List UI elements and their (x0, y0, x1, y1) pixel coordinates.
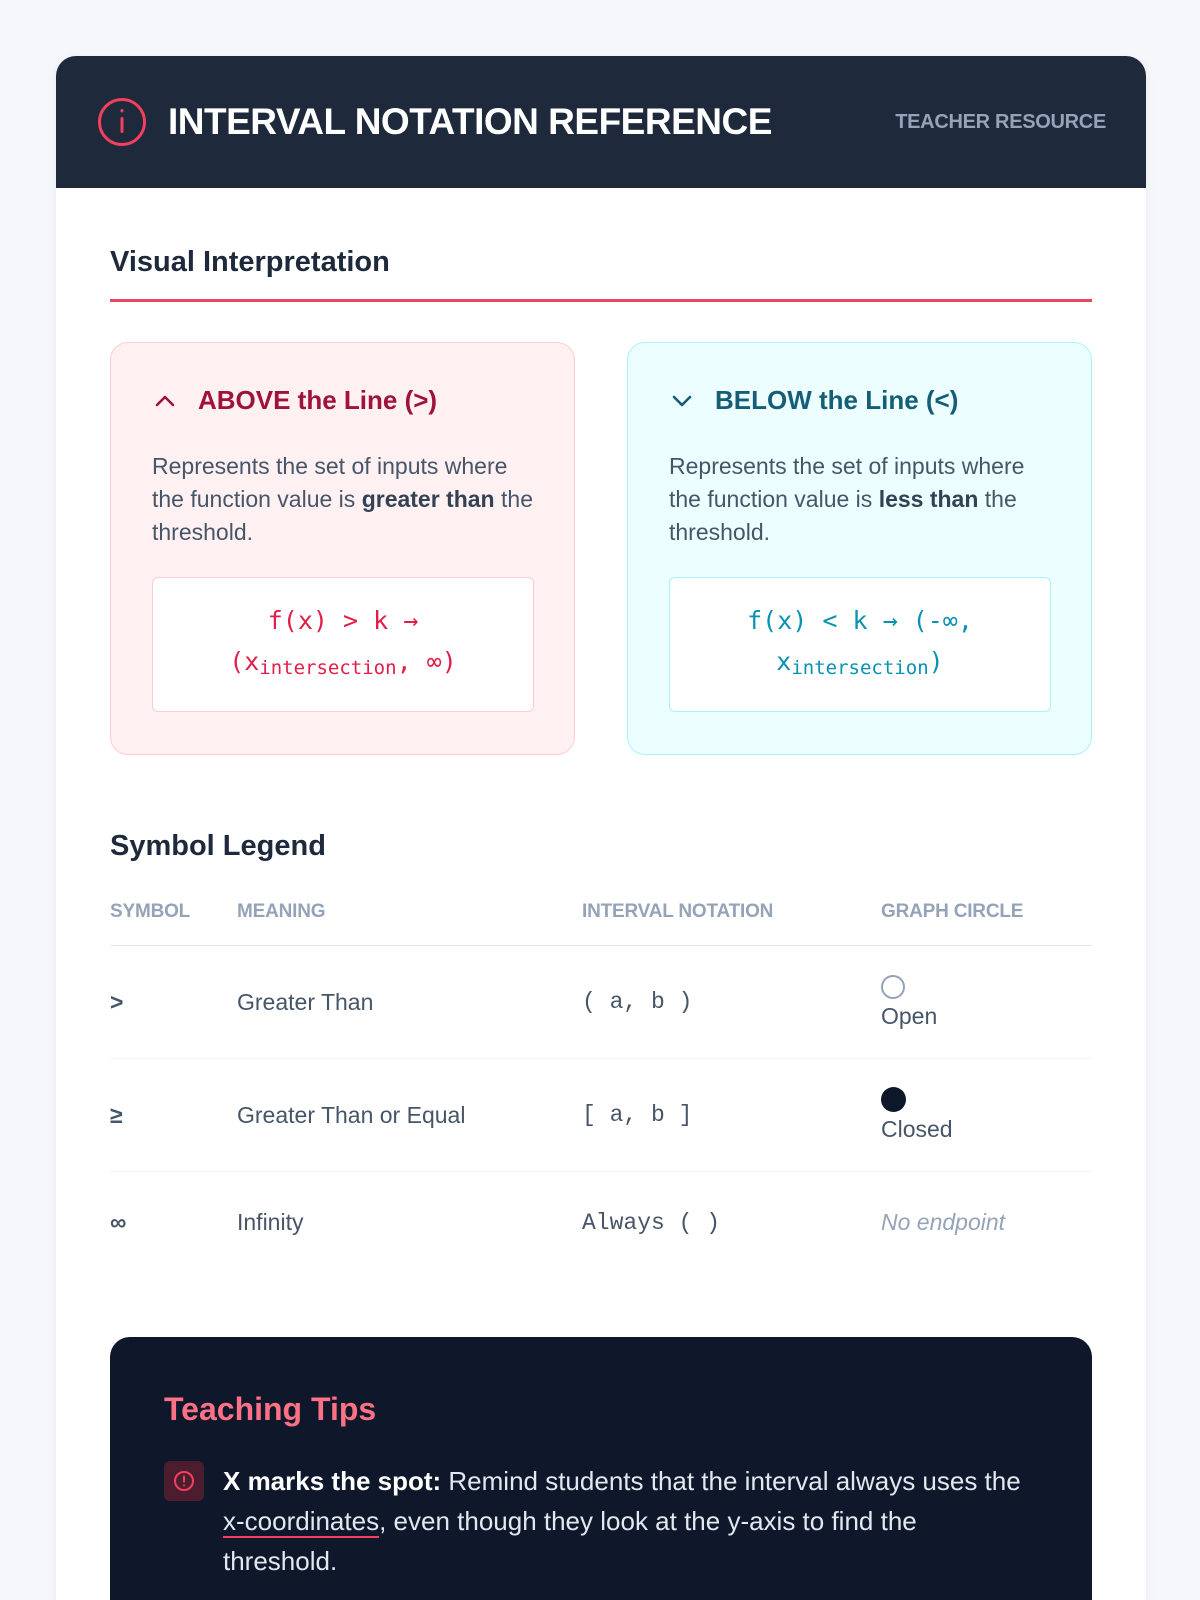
below-formula-line2 (776, 641, 943, 689)
graph-circle-cell (881, 1172, 1092, 1274)
meaning-cell: Greater Than or Equal (237, 1059, 582, 1172)
column-header-meaning: MEANING (237, 901, 582, 946)
above-description (152, 450, 534, 549)
resource-badge: TEACHER RESOURCE (895, 110, 1106, 133)
tip-underlined-term: x-coordinates (223, 1505, 380, 1536)
graph-circle-cell (881, 946, 1092, 1059)
column-header-interval: INTERVAL NOTATION (582, 901, 881, 946)
below-heading-label: BELOW the Line (<) (715, 385, 959, 415)
column-header-symbol: SYMBOL (110, 901, 237, 946)
above-formula (152, 577, 534, 712)
interval-cell: ( a, b ) (582, 946, 881, 1059)
above-heading-label: ABOVE the Line (>) (198, 385, 438, 415)
reference-card (56, 56, 1146, 1600)
visual-section-title: Visual Interpretation (110, 246, 1092, 302)
above-formula-close: , ∞) (396, 647, 457, 676)
tip-item (164, 1461, 1038, 1581)
circle-label: No endpoint (881, 1209, 1006, 1236)
tip-text-end: , even though they look at the y-axis to find the threshold. (223, 1505, 917, 1576)
above-formula-open: (x (229, 647, 260, 676)
below-desc-text: Represents the set of inputs where the function value is (669, 453, 1025, 512)
circle-label: Open (881, 1002, 938, 1029)
table-row (110, 1059, 1092, 1172)
above-formula-line2 (229, 641, 457, 689)
above-formula-line1: f(x) > k → (267, 606, 419, 635)
graph-circle-cell (881, 1059, 1092, 1172)
circle-label: Closed (881, 1116, 953, 1142)
meaning-cell: Infinity (237, 1209, 304, 1236)
interval-cell: Always ( ) (582, 1209, 721, 1236)
closed-circle-icon (881, 1087, 906, 1112)
above-desc-end: the threshold. (152, 486, 533, 545)
above-heading (152, 385, 534, 416)
tip-text (223, 1461, 1038, 1581)
symbol-cell: ≥ (110, 1059, 237, 1172)
above-line-box (110, 342, 575, 755)
below-formula-close: ) (928, 647, 944, 676)
chevron-down-icon (669, 388, 695, 414)
symbol-cell: > (110, 946, 237, 1059)
below-formula-open: x (776, 647, 792, 676)
symbol-legend-table (110, 901, 1092, 1274)
chevron-up-icon (152, 388, 178, 414)
alert-circle-icon (164, 1461, 204, 1501)
info-circle-icon (98, 98, 146, 146)
legend-section-title: Symbol Legend (110, 830, 326, 862)
open-circle-icon (881, 975, 905, 999)
page-title: INTERVAL NOTATION REFERENCE (168, 101, 772, 142)
table-header-row (110, 901, 1092, 946)
table-row (110, 946, 1092, 1059)
header (56, 56, 1146, 188)
below-desc-bold: less than (878, 486, 979, 512)
above-desc-text: Represents the set of inputs where the function value is (152, 453, 508, 512)
above-desc-bold: greater than (361, 486, 495, 512)
below-description (669, 450, 1051, 549)
symbol-cell: ∞ (110, 1209, 127, 1236)
table-row (110, 1172, 1092, 1274)
below-line-box (627, 342, 1092, 755)
interpretation-boxes (110, 342, 1092, 755)
below-desc-end: the threshold. (669, 486, 1017, 545)
tip-text-start: Remind students that the interval always uses the (441, 1465, 1021, 1496)
interval-cell: [ a, b ] (582, 1059, 881, 1172)
column-header-circle: GRAPH CIRCLE (881, 901, 1092, 946)
above-formula-sub: intersection (259, 657, 397, 679)
below-heading (669, 385, 1051, 416)
tip-bold-lead: X marks the spot: (223, 1465, 442, 1496)
teaching-tips-panel (110, 1337, 1092, 1600)
main-content (56, 246, 1146, 1600)
below-formula-sub: intersection (791, 657, 929, 679)
meaning-cell: Greater Than (237, 946, 582, 1059)
below-formula (669, 577, 1051, 712)
tips-title: Teaching Tips (164, 1390, 377, 1427)
below-formula-line1: f(x) < k → (-∞, (747, 606, 973, 635)
